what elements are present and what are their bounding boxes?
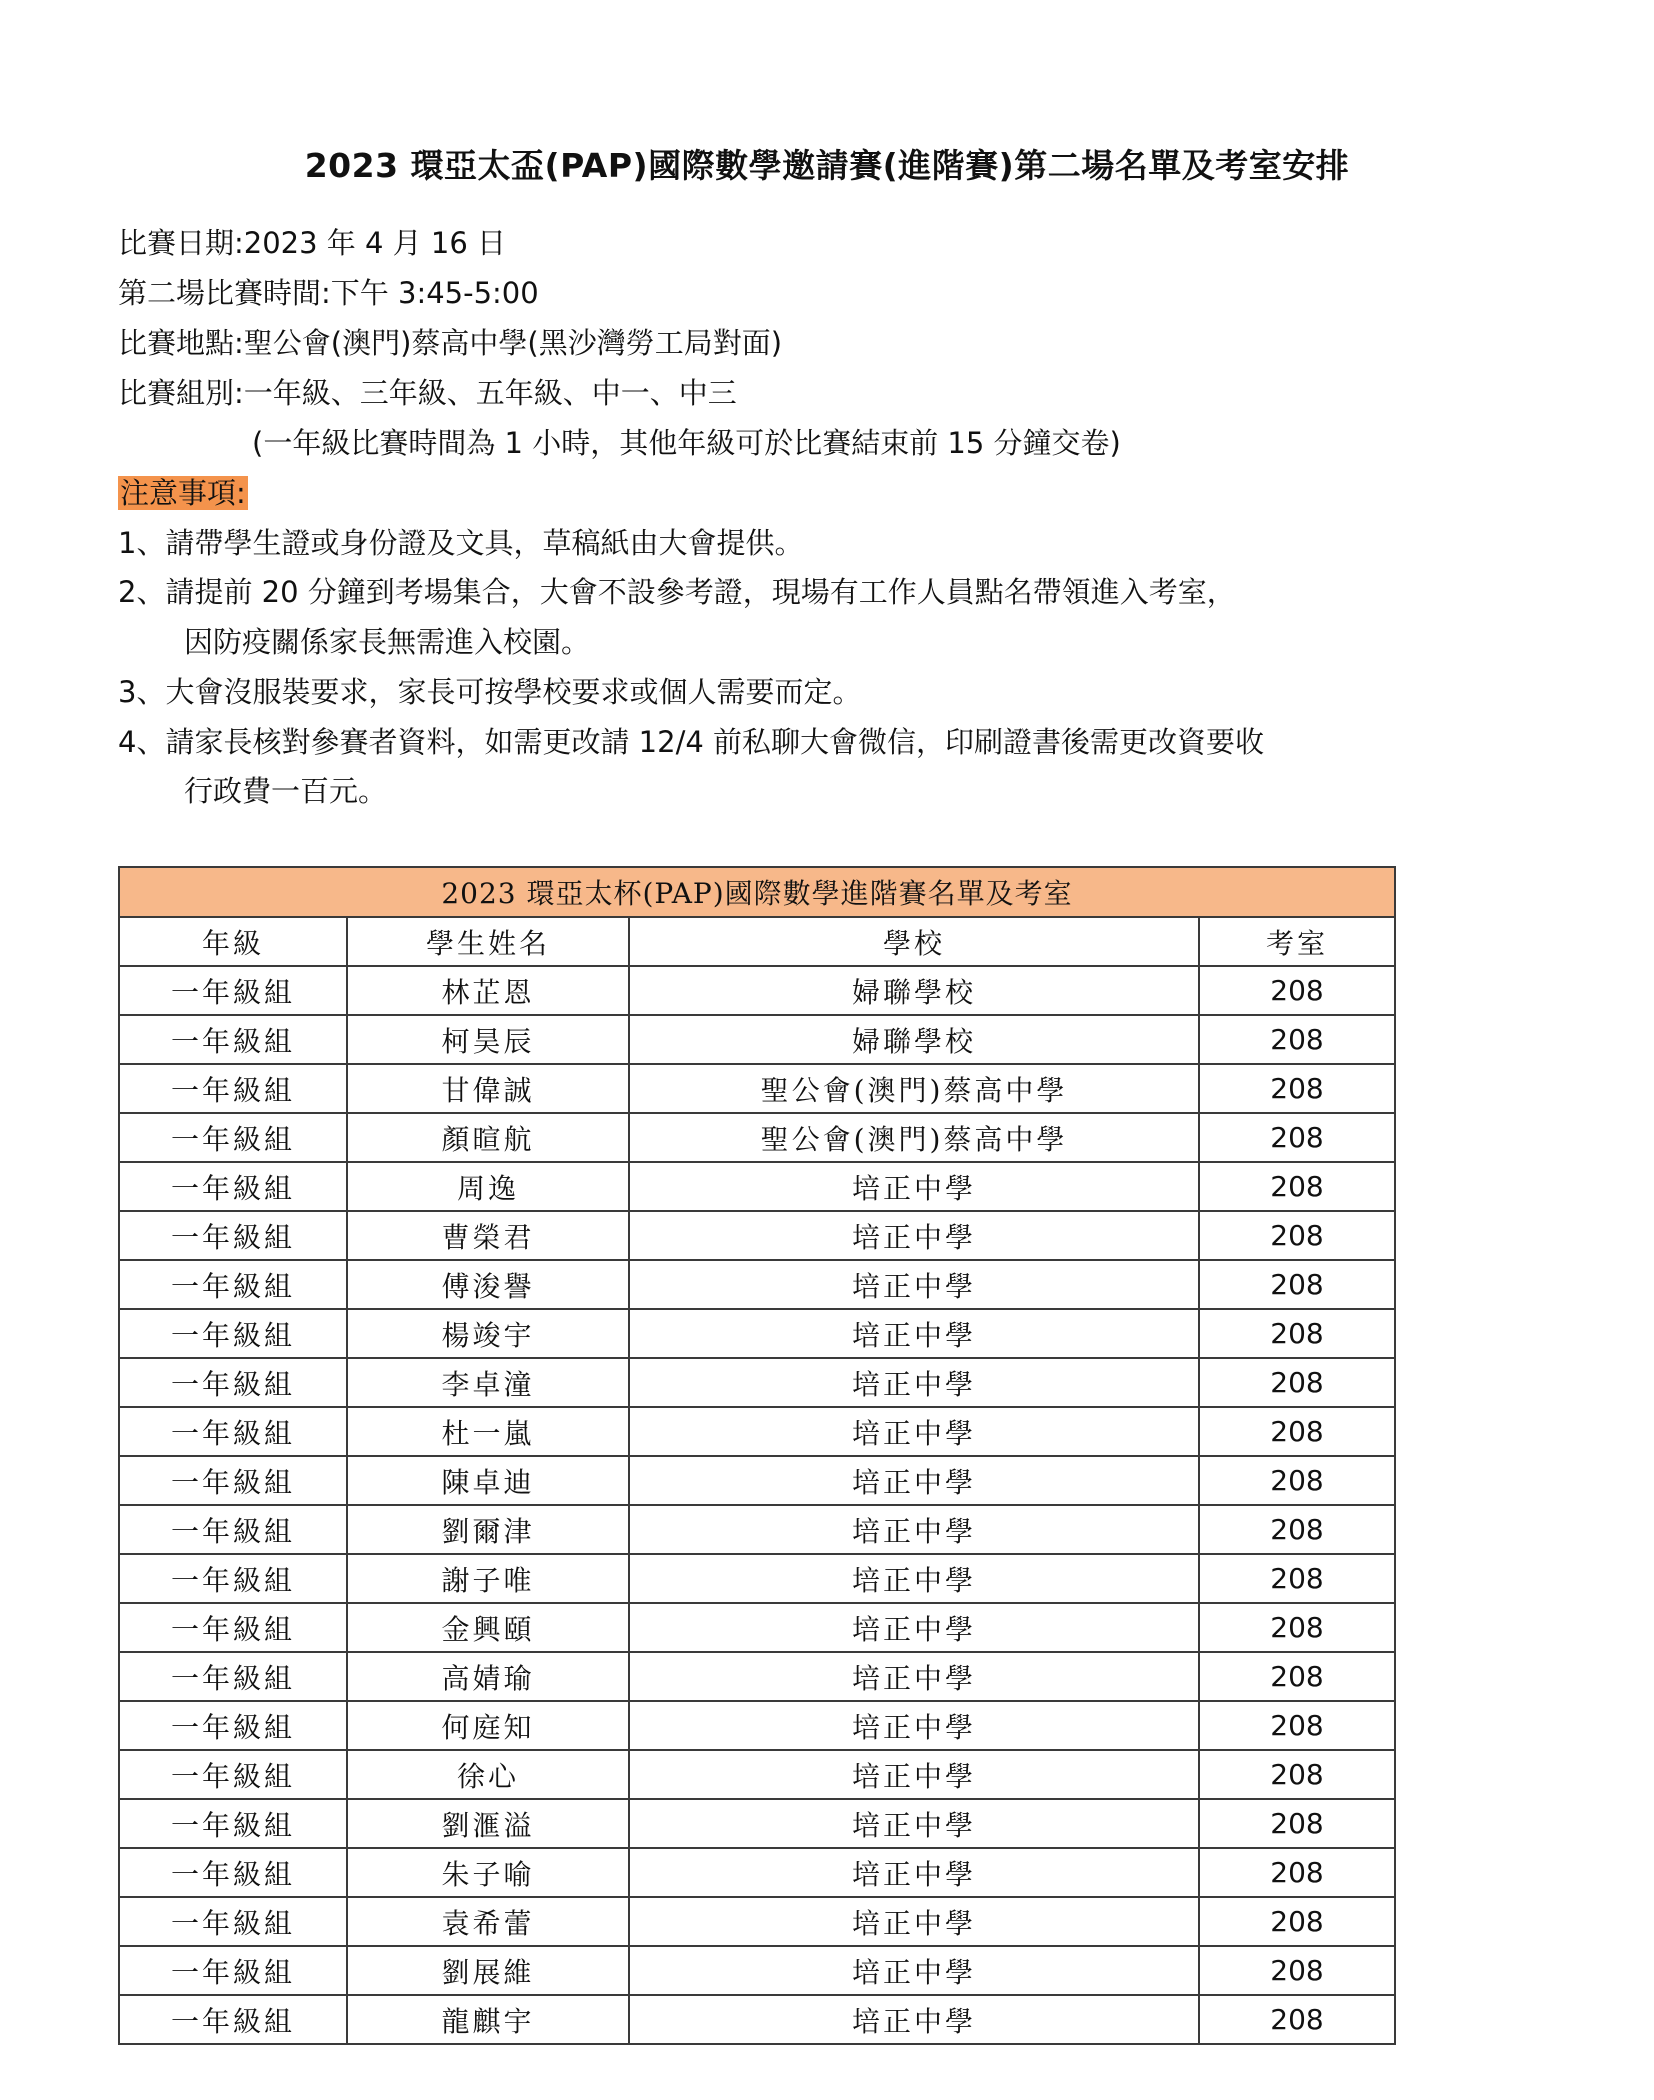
table-row	[119, 1848, 1395, 1897]
cell-student-name: 曹榮君	[347, 1211, 629, 1260]
cell-student-name: 高婧瑜	[347, 1652, 629, 1701]
cell-school: 培正中學	[629, 1260, 1199, 1309]
cell-grade: 一年級組	[119, 1897, 347, 1946]
table-row	[119, 966, 1395, 1015]
cell-room: 208	[1199, 1995, 1395, 2044]
cell-school: 婦聯學校	[629, 1015, 1199, 1064]
cell-grade: 一年級組	[119, 1211, 347, 1260]
cell-school: 培正中學	[629, 1603, 1199, 1652]
cell-grade: 一年級組	[119, 1456, 347, 1505]
cell-student-name: 甘偉誠	[347, 1064, 629, 1113]
cell-student-name: 袁希蕾	[347, 1897, 629, 1946]
table-row	[119, 1407, 1395, 1456]
info-venue: 比賽地點:聖公會(澳門)蔡高中學(黑沙灣勞工局對面)	[118, 326, 783, 360]
table-row	[119, 1554, 1395, 1603]
cell-grade: 一年級組	[119, 1946, 347, 1995]
table-row	[119, 1064, 1395, 1113]
cell-student-name: 顏暄航	[347, 1113, 629, 1162]
cell-grade: 一年級組	[119, 1848, 347, 1897]
cell-room: 208	[1199, 1162, 1395, 1211]
cell-school: 培正中學	[629, 1456, 1199, 1505]
cell-school: 培正中學	[629, 1309, 1199, 1358]
notice-item-1: 1、請帶學生證或身份證及文具，草稿紙由大會提供。	[118, 526, 804, 560]
cell-school: 培正中學	[629, 1848, 1199, 1897]
cell-room: 208	[1199, 1505, 1395, 1554]
cell-student-name: 楊竣宇	[347, 1309, 629, 1358]
header-grade: 年級	[119, 917, 347, 966]
cell-grade: 一年級組	[119, 1750, 347, 1799]
table-row	[119, 1897, 1395, 1946]
cell-student-name: 金興頤	[347, 1603, 629, 1652]
cell-room: 208	[1199, 966, 1395, 1015]
table-row	[119, 1603, 1395, 1652]
cell-room: 208	[1199, 1015, 1395, 1064]
table-title: 2023 環亞太杯(PAP)國際數學進階賽名單及考室	[119, 867, 1395, 917]
table-body	[119, 966, 1395, 2044]
cell-student-name: 陳卓迪	[347, 1456, 629, 1505]
document-title: 2023 環亞太盃(PAP)國際數學邀請賽(進階賽)第二場名單及考室安排	[304, 146, 1350, 185]
table-row	[119, 1946, 1395, 1995]
cell-school: 培正中學	[629, 1946, 1199, 1995]
info-date: 比賽日期:2023 年 4 月 16 日	[118, 226, 507, 260]
cell-student-name: 何庭知	[347, 1701, 629, 1750]
cell-grade: 一年級組	[119, 1603, 347, 1652]
cell-room: 208	[1199, 1358, 1395, 1407]
table-row	[119, 1456, 1395, 1505]
cell-student-name: 劉爾津	[347, 1505, 629, 1554]
table-row	[119, 1015, 1395, 1064]
cell-grade: 一年級組	[119, 966, 347, 1015]
cell-student-name: 徐心	[347, 1750, 629, 1799]
cell-room: 208	[1199, 1652, 1395, 1701]
table-row	[119, 1505, 1395, 1554]
cell-grade: 一年級組	[119, 1309, 347, 1358]
cell-school: 培正中學	[629, 1211, 1199, 1260]
cell-room: 208	[1199, 1750, 1395, 1799]
cell-room: 208	[1199, 1211, 1395, 1260]
cell-grade: 一年級組	[119, 1799, 347, 1848]
cell-school: 婦聯學校	[629, 966, 1199, 1015]
cell-student-name: 李卓潼	[347, 1358, 629, 1407]
cell-student-name: 謝子唯	[347, 1554, 629, 1603]
cell-grade: 一年級組	[119, 1358, 347, 1407]
cell-room: 208	[1199, 1113, 1395, 1162]
cell-room: 208	[1199, 1309, 1395, 1358]
table-row	[119, 1211, 1395, 1260]
table-row	[119, 1701, 1395, 1750]
table-row	[119, 1652, 1395, 1701]
table-row	[119, 1309, 1395, 1358]
cell-room: 208	[1199, 1946, 1395, 1995]
notice-label: 注意事項:	[120, 476, 246, 510]
table-row	[119, 1995, 1395, 2044]
notice-item-3: 3、大會沒服裝要求，家長可按學校要求或個人需要而定。	[118, 675, 862, 709]
cell-student-name: 傅浚譽	[347, 1260, 629, 1309]
cell-school: 培正中學	[629, 1162, 1199, 1211]
cell-school: 聖公會(澳門)蔡高中學	[629, 1113, 1199, 1162]
cell-school: 培正中學	[629, 1897, 1199, 1946]
cell-student-name: 周逸	[347, 1162, 629, 1211]
info-groups: 比賽組別:一年級、三年級、五年級、中一、中三	[118, 376, 737, 410]
header-school: 學校	[629, 917, 1199, 966]
cell-room: 208	[1199, 1701, 1395, 1750]
cell-student-name: 林芷恩	[347, 966, 629, 1015]
cell-student-name: 杜一嵐	[347, 1407, 629, 1456]
cell-school: 培正中學	[629, 1750, 1199, 1799]
cell-school: 聖公會(澳門)蔡高中學	[629, 1064, 1199, 1113]
cell-grade: 一年級組	[119, 1407, 347, 1456]
cell-room: 208	[1199, 1407, 1395, 1456]
cell-grade: 一年級組	[119, 1554, 347, 1603]
time-note: (一年級比賽時間為 1 小時，其他年級可於比賽結束前 15 分鐘交卷)	[252, 426, 1121, 460]
cell-room: 208	[1199, 1603, 1395, 1652]
table-row	[119, 1799, 1395, 1848]
cell-school: 培正中學	[629, 1799, 1199, 1848]
cell-school: 培正中學	[629, 1701, 1199, 1750]
table-row	[119, 1113, 1395, 1162]
cell-school: 培正中學	[629, 1652, 1199, 1701]
table-title-row	[119, 867, 1395, 917]
cell-room: 208	[1199, 1799, 1395, 1848]
cell-school: 培正中學	[629, 1554, 1199, 1603]
notice-item-2-cont: 因防疫關係家長無需進入校園。	[184, 625, 591, 659]
cell-grade: 一年級組	[119, 1995, 347, 2044]
header-room: 考室	[1199, 917, 1395, 966]
table-row	[119, 1358, 1395, 1407]
cell-room: 208	[1199, 1260, 1395, 1309]
cell-grade: 一年級組	[119, 1064, 347, 1113]
info-time: 第二場比賽時間:下午 3:45-5:00	[118, 276, 539, 310]
cell-grade: 一年級組	[119, 1505, 347, 1554]
cell-grade: 一年級組	[119, 1162, 347, 1211]
cell-grade: 一年級組	[119, 1701, 347, 1750]
cell-student-name: 柯昊辰	[347, 1015, 629, 1064]
cell-room: 208	[1199, 1064, 1395, 1113]
notice-item-4: 4、請家長核對參賽者資料，如需更改請 12/4 前私聊大會微信，印刷證書後需更改資要收	[118, 725, 1265, 759]
cell-student-name: 朱子喻	[347, 1848, 629, 1897]
cell-room: 208	[1199, 1848, 1395, 1897]
cell-student-name: 劉滙溢	[347, 1799, 629, 1848]
cell-school: 培正中學	[629, 1358, 1199, 1407]
table-header-row	[119, 917, 1395, 966]
table-row	[119, 1260, 1395, 1309]
cell-room: 208	[1199, 1897, 1395, 1946]
table-row	[119, 1750, 1395, 1799]
cell-grade: 一年級組	[119, 1015, 347, 1064]
cell-grade: 一年級組	[119, 1260, 347, 1309]
notice-heading	[118, 473, 248, 513]
cell-grade: 一年級組	[119, 1113, 347, 1162]
notice-item-2: 2、請提前 20 分鐘到考場集合，大會不設參考證，現場有工作人員點名帶領進入考室，	[118, 575, 1236, 609]
cell-school: 培正中學	[629, 1407, 1199, 1456]
table-row	[119, 1162, 1395, 1211]
cell-student-name: 龍麒宇	[347, 1995, 629, 2044]
cell-room: 208	[1199, 1456, 1395, 1505]
roster-table	[118, 866, 1396, 2045]
notice-item-4-cont: 行政費一百元。	[184, 774, 388, 808]
header-student-name: 學生姓名	[347, 917, 629, 966]
cell-grade: 一年級組	[119, 1652, 347, 1701]
cell-student-name: 劉展維	[347, 1946, 629, 1995]
cell-school: 培正中學	[629, 1505, 1199, 1554]
cell-school: 培正中學	[629, 1995, 1199, 2044]
cell-room: 208	[1199, 1554, 1395, 1603]
